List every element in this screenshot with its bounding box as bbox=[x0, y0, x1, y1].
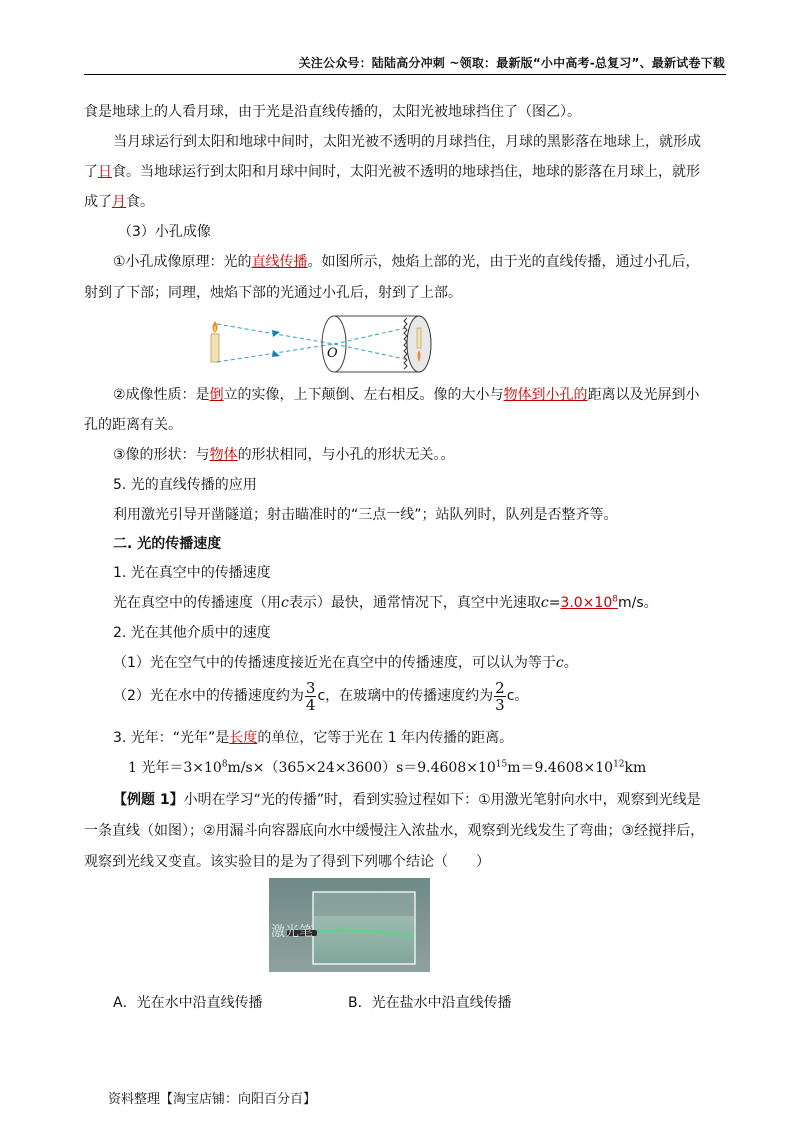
speed-vacuum-title: 1. 光在真空中的传播速度 bbox=[113, 565, 271, 581]
arrow-bottom bbox=[272, 350, 280, 357]
denominator: 4 bbox=[305, 695, 316, 714]
section-application-title: 5. 光的直线传播的应用 bbox=[113, 477, 257, 493]
page-header: 关注公众号：陆陆高分冲刺 ~领取：最新版“小中高考-总复习”、最新试卷下载 bbox=[298, 56, 725, 70]
paragraph-eclipse-2 bbox=[84, 161, 700, 181]
photo-caption: 激光笔 bbox=[271, 924, 313, 940]
answer-lunar: 月 bbox=[112, 194, 126, 210]
text: 1 光年＝3×10 bbox=[128, 760, 222, 776]
symbol-c: c bbox=[555, 655, 564, 671]
symbol-c: c bbox=[281, 595, 289, 611]
text: （1）光在空气中的传播速度接近光在真空中的传播速度，可以认为等于 bbox=[113, 655, 556, 671]
image-property-1 bbox=[113, 384, 700, 404]
answer-object: 物体 bbox=[209, 447, 238, 463]
unit: m/s。 bbox=[617, 595, 658, 611]
text: 小明在学习“光的传播”时，看到实验过程如下：①用激光笔射向水中，观察到光线是 bbox=[183, 792, 701, 808]
image-shape bbox=[113, 444, 455, 464]
arrow-top bbox=[272, 330, 280, 337]
speed-media-title: 2. 光在其他介质中的速度 bbox=[113, 625, 271, 641]
denominator: 3 bbox=[495, 695, 505, 714]
symbol-c: c bbox=[540, 595, 549, 611]
text: 。 bbox=[563, 655, 578, 671]
text: 食。当地球运行到太阳和月球中间时，太阳光被不透明的地球挡住，地球的影落在月球上，就形 bbox=[112, 164, 700, 180]
example-line-2: 一条直线（如图）；②用漏斗向容器底向水中缓慢注入浓盐水，观察到光线发生了弯曲；③经搅拌后， bbox=[84, 823, 705, 839]
speed-vacuum-text bbox=[113, 592, 658, 612]
option-a[interactable]: A．光在水中沿直线传播 bbox=[113, 995, 263, 1011]
text: 距离以及光屏到小 bbox=[587, 387, 700, 403]
section-speed-heading: 二. 光的传播速度 bbox=[113, 536, 222, 552]
image-candle bbox=[417, 328, 421, 348]
image-property-2: 孔的距离有关。 bbox=[84, 417, 182, 433]
candle-body bbox=[211, 334, 219, 362]
text: ②成像性质：是 bbox=[113, 387, 210, 403]
text: 的形状相同，与小孔的形状无关。。 bbox=[237, 447, 455, 463]
water bbox=[314, 916, 414, 963]
text: km bbox=[624, 760, 647, 776]
speed-water-glass bbox=[113, 678, 528, 714]
text: 。如图所示，烛焰上部的光，由于光的直线传播，通过小孔后， bbox=[307, 254, 700, 270]
text: 立的实像，上下颠倒、左右相反。像的大小与 bbox=[223, 387, 504, 403]
paragraph-eclipse-1: 当月球运行到太阳和地球中间时，太阳光被不透明的月球挡住，月球的黑影落在地球上，就形成 bbox=[113, 134, 701, 150]
paragraph-eclipse-3 bbox=[84, 191, 154, 211]
laser-experiment-photo bbox=[269, 878, 430, 972]
text: ①小孔成像原理：光的 bbox=[113, 254, 252, 270]
page-footer: 资料整理【淘宝店铺：向阳百分百】 bbox=[108, 1092, 317, 1107]
header-rule bbox=[84, 74, 726, 75]
speed-air bbox=[113, 652, 578, 672]
numerator: 3 bbox=[305, 678, 316, 697]
text: 了 bbox=[84, 164, 98, 180]
answer-solar: 日 bbox=[98, 164, 112, 180]
exponent: 12 bbox=[613, 759, 625, 770]
exponent: 15 bbox=[495, 759, 508, 770]
text: 表示）最快，通常情况下，真空中光速取 bbox=[288, 595, 541, 611]
fraction-water bbox=[305, 680, 317, 713]
answer-inverted: 倒 bbox=[209, 387, 224, 403]
numerator: 2 bbox=[495, 678, 505, 697]
text: ③像的形状：与 bbox=[113, 447, 210, 463]
example-line-1 bbox=[113, 789, 701, 809]
option-b[interactable]: B．光在盐水中沿直线传播 bbox=[348, 995, 512, 1011]
text: 成了 bbox=[84, 194, 112, 210]
light-year-formula bbox=[128, 757, 646, 777]
exponent: 8 bbox=[221, 759, 228, 770]
answer-light-speed bbox=[560, 595, 618, 611]
fraction-glass bbox=[494, 680, 506, 713]
pinhole-diagram bbox=[204, 312, 444, 374]
equals: = bbox=[548, 595, 561, 611]
pinhole-label: O bbox=[327, 346, 338, 361]
text: c。 bbox=[506, 688, 529, 704]
text: 3. 光年：“光年”是 bbox=[113, 730, 230, 746]
text: 的单位，它等于光在 1 年内传播的距离。 bbox=[257, 730, 514, 746]
text: m＝9.4608×10 bbox=[507, 760, 614, 776]
answer-length: 长度 bbox=[229, 730, 258, 746]
exponent: 8 bbox=[612, 594, 618, 605]
light-year-def bbox=[113, 727, 513, 747]
text: 3.0×10 bbox=[560, 595, 613, 611]
example-line-3: 观察到光线又变直。该实验目的是为了得到下列哪个结论（ ） bbox=[84, 854, 490, 870]
pinhole-principle-1 bbox=[113, 251, 700, 271]
answer-object-distance: 物体到小孔的 bbox=[503, 387, 588, 403]
paragraph-eclipse-cont: 食是地球上的人看月球，由于光是沿直线传播的，太阳光被地球挡住了（图乙）。 bbox=[84, 104, 581, 120]
text: m/s×（365×24×3600）s＝9.4608×10 bbox=[227, 760, 496, 776]
subheading-pinhole: （3）小孔成像 bbox=[118, 224, 211, 240]
pinhole-principle-2: 射到了下部；同理，烛焰下部的光通过小孔后，射到了上部。 bbox=[84, 285, 462, 301]
text: （2）光在水中的传播速度约为 bbox=[113, 688, 304, 704]
example-label: 【例题 1】 bbox=[113, 792, 184, 808]
text: c，在玻璃中的传播速度约为 bbox=[317, 688, 494, 704]
text: 食。 bbox=[126, 194, 154, 210]
answer-straight-line: 直线传播 bbox=[251, 254, 308, 270]
text: 光在真空中的传播速度（用 bbox=[113, 595, 281, 611]
section-application-text: 利用激光引导开凿隧道；射击瞄准时的“三点一线”；站队列时，队列是否整齐等。 bbox=[113, 507, 618, 523]
